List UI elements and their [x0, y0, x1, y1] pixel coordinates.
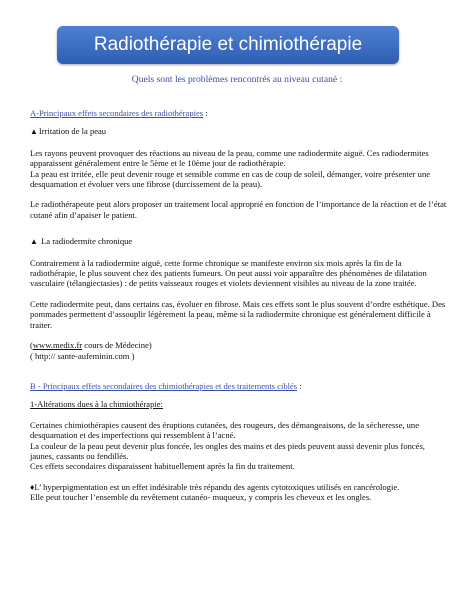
item1-paragraph-3: Le radiothérapeute peut alors proposer un traitement local approprié en fonction de l’importance de la réaction et de l’état cutané afin d’apaiser le patient. — [30, 199, 447, 220]
section-a-heading-suffix: : — [203, 108, 208, 118]
item2-title: La radiodermite chronique — [41, 236, 133, 247]
section-b-paragraph-group — [30, 420, 450, 472]
section-b-heading-suffix: : — [297, 380, 302, 391]
diamond-bullet-icon: ♦ — [30, 481, 35, 492]
source-1-link[interactable]: www.medix.fr — [32, 340, 83, 351]
section-b-subheading: 1-Altérations dues à la chimiothérapie: — [30, 399, 163, 410]
section-b-paragraph-1: Certaines chimiothérapies causent des éruptions cutanées, des rougeurs, des démangeaisons, de la sécheresse, une desquamation et des imperfections qui ressemblent à l’acné. — [30, 419, 419, 441]
page-title: Radiothérapie et chimiothérapie — [93, 34, 363, 55]
section-b-paragraph-2: La couleur de la peau peut devenir plus foncée, les ongles des mains et des pieds peuvent aussi devenir plus foncés, jaunes, cassants ou fendillés. — [30, 440, 425, 461]
source-1-suffix: cours de Médecine) — [82, 340, 152, 351]
title-banner — [57, 26, 399, 64]
item2-paragraph-2: Cette radiodermite peut, dans certains cas, évoluer en fibrose. Mais ces effets sont le plus souvent d’ordre esthétique. Des pommades permettent d’assouplir légèrement la peau, même si la radiodermite chronique est généralement difficile à traiter. — [30, 298, 446, 330]
subtitle: Quels sont les problèmes rencontrés au niveau cutané : — [131, 74, 343, 85]
section-b-heading — [30, 381, 450, 391]
section-a-heading — [30, 108, 450, 118]
item1-paragraph-2: La peau est irritée, elle peut devenir rouge et sensible comme en cas de coup de soleil, démanger, voire présenter une desquamation et évoluer vers une fibrose (durcissement de la peau). — [30, 168, 431, 190]
section-a-link[interactable]: A-Principaux effets secondaires des radiothérapies — [30, 108, 204, 118]
triangle-bullet-icon: ▲ — [30, 237, 38, 247]
section-b-paragraph-3: Ces effets secondaires disparaissent habituellement après la fin du traitement. — [30, 461, 295, 472]
item2-paragraph-1: Contrairement à la radiodermite aiguë, cette forme chronique se manifeste environ six mois après la fin de la radiothérapie, le plus souvent chez des patients fumeurs. On peut aussi voir apparaître des phénomènes de dilatation vasculaire (télangiectasies) : de petits vaisseaux rouges et violets deviennent visibles au niveau de la zone traitée. — [30, 257, 427, 289]
triangle-bullet-icon: ▲ — [30, 127, 38, 137]
item1-paragraph-1: Les rayons peuvent provoquer des réactions au niveau de la peau, comme une radiodermite aiguë. Ces radiodermites apparaissent généralement entre le 5ème et le 10ème jour de radiothérapie. — [30, 147, 429, 169]
document-body — [30, 96, 450, 503]
item1-title-row — [30, 126, 450, 137]
source-1-prefix: ( — [30, 340, 33, 351]
section-b-paragraph-5: Elle peut toucher l’ensemble du revêtement cutanéo- muqueux, y compris les cheveux et les ongles. — [30, 492, 372, 503]
section-b-paragraph-4 — [30, 482, 450, 492]
section-b-paragraph-4-text: L’ hyperpigmentation est un effet indésirable très répandu des agents cytotoxiques utilisés en cancérologie. — [34, 481, 400, 492]
item1-title: Irritation de la peau — [38, 126, 107, 137]
item2-title-row — [30, 236, 450, 247]
source-1 — [30, 340, 450, 350]
source-2: ( http:// sante-aufeminin.com ) — [30, 350, 135, 361]
item1-paragraph-group — [30, 148, 450, 190]
section-b-link[interactable]: B - Principaux effets secondaires des chimiothérapies et des traitements ciblés — [30, 380, 298, 391]
